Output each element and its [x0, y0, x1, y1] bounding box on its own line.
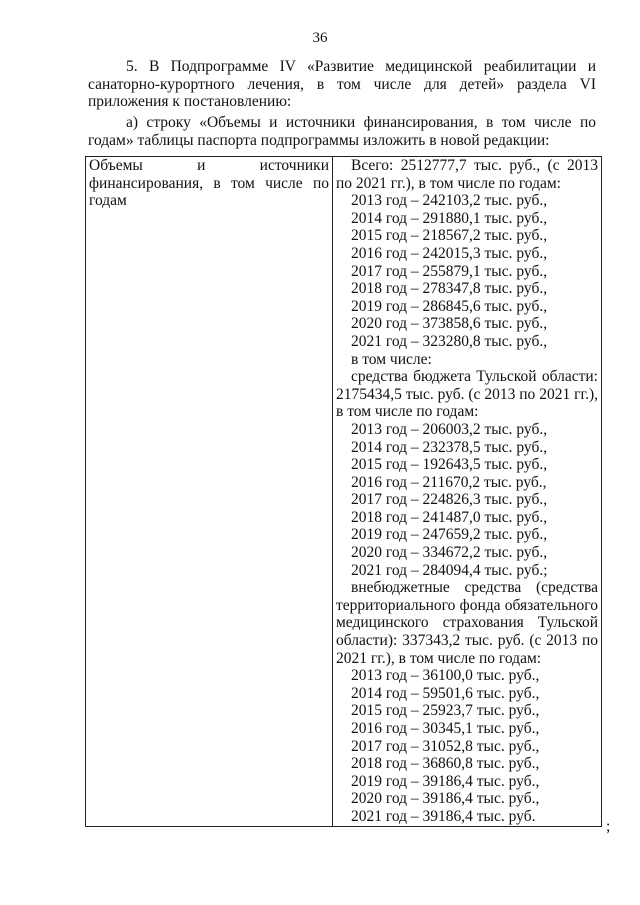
year-line: 2014 год – 291880,1 тыс. руб.,: [351, 209, 548, 227]
year-line: 2019 год – 286845,6 тыс. руб.,: [351, 297, 548, 315]
year-line: 2018 год – 241487,0 тыс. руб.,: [351, 508, 548, 526]
year-line: 2020 год – 373858,6 тыс. руб.,: [351, 315, 548, 333]
year-line: 2014 год – 232378,5 тыс. руб.,: [351, 438, 548, 456]
table-cell-values: [333, 157, 602, 827]
year-line: 2016 год – 30345,1 тыс. руб.,: [351, 720, 540, 737]
passport-table: [85, 156, 602, 827]
year-line: 2015 год – 25923,7 тыс. руб.,: [351, 702, 540, 720]
table-row: [86, 157, 602, 827]
year-line: 2017 год – 224826,3 тыс. руб.,: [351, 491, 548, 509]
year-line: 2016 год – 242015,3 тыс. руб.,: [351, 244, 548, 262]
total-years-list: [336, 192, 598, 350]
extrabudget-text: внебюджетные средства (средства территориального фонда обязательного медицинского страхования Тульской области): 337343,2 тыс. руб. (с 2013 по 2021 гг.), в том числе по годам:: [336, 579, 598, 667]
year-line: 2020 год – 39186,4 тыс. руб.,: [351, 790, 540, 808]
year-line: 2018 год – 278347,8 тыс. руб.,: [351, 280, 548, 298]
table-cell-label: [86, 157, 333, 827]
year-line: 2019 год – 39186,4 тыс. руб.,: [351, 772, 540, 790]
trailing-semicolon: ;: [606, 818, 611, 835]
total-funding-text: Всего: 2512777,7 тыс. руб., (с 2013 по 2021 гг.), в том числе по годам:: [336, 157, 598, 192]
year-line: 2021 год – 39186,4 тыс. руб.: [351, 807, 536, 825]
year-line: 2020 год – 334672,2 тыс. руб.,: [351, 544, 548, 562]
regional-budget-text: средства бюджета Тульской области: 2175434,5 тыс. руб. (с 2013 по 2021 гг.), в том числе по годам:: [336, 368, 598, 421]
paragraph-item-a: а) строку «Объемы и источники финансирования, в том числе по годам» таблицы паспорта подпрограммы изложить в новой редакции:: [88, 114, 596, 149]
page-number: 36: [312, 30, 328, 46]
year-line: 2021 год – 323280,8 тыс. руб.,: [351, 332, 548, 350]
year-line: 2013 год – 206003,2 тыс. руб.,: [351, 420, 548, 438]
year-line: 2019 год – 247659,2 тыс. руб.,: [351, 526, 548, 544]
paragraph-item-5: 5. В Подпрограмме IV «Развитие медицинской реабилитации и санаторно-курортного лечения, в том числе для детей» раздела VI приложения к постановлению:: [88, 58, 596, 110]
year-line: 2015 год – 218567,2 тыс. руб.,: [351, 227, 548, 245]
regional-years-list: [336, 421, 598, 579]
extrabudget-years-list: [336, 667, 598, 825]
year-line: 2021 год – 284094,4 тыс. руб.;: [351, 561, 548, 579]
year-line: 2018 год – 36860,8 тыс. руб.,: [351, 755, 540, 773]
year-line: 2017 год – 31052,8 тыс. руб.,: [351, 737, 540, 755]
year-line: 2014 год – 59501,6 тыс. руб.,: [351, 684, 540, 702]
funding-row-label: Объемы и источники финансирования, в том числе по годам: [89, 157, 329, 210]
year-line: 2013 год – 36100,0 тыс. руб.,: [351, 667, 540, 685]
year-line: 2017 год – 255879,1 тыс. руб.,: [351, 262, 548, 280]
year-line: 2013 год – 242103,2 тыс. руб.,: [351, 192, 548, 210]
including-label: в том числе:: [351, 350, 432, 368]
year-line: 2015 год – 192643,5 тыс. руб.,: [351, 456, 548, 474]
year-line: 2016 год – 211670,2 тыс. руб.,: [351, 473, 547, 491]
